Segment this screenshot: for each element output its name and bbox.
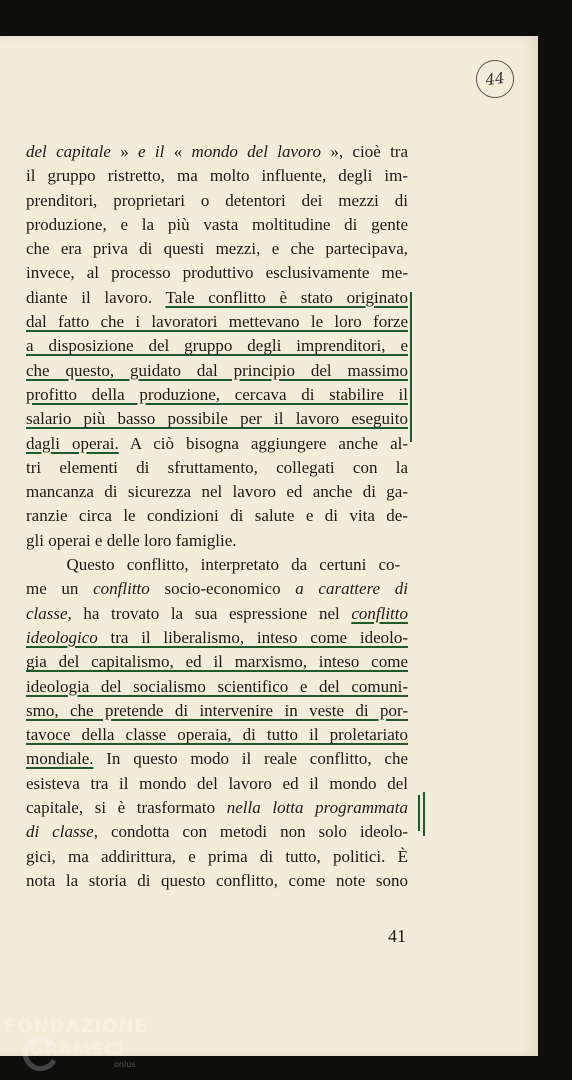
margin-bar-1 bbox=[410, 292, 412, 442]
text-segment: produzione, e la più vasta moltitudine di gente bbox=[26, 214, 408, 234]
text-segment: tri elementi di sfruttamento, collegati con la bbox=[26, 457, 408, 477]
text-segment: », cioè tra bbox=[321, 142, 409, 161]
text-line bbox=[26, 650, 408, 674]
text-segment: condotta con metodi non solo ideolo- bbox=[97, 822, 408, 842]
text-line bbox=[26, 310, 408, 334]
text-line bbox=[26, 237, 408, 261]
text-line bbox=[26, 261, 408, 285]
margin-bar-3 bbox=[423, 792, 425, 836]
text-line bbox=[26, 286, 408, 310]
text-segment: il gruppo ristretto, ma molto influente, degli im- bbox=[26, 166, 408, 186]
text-segment: smo, che pretende di intervenire in veste di por- bbox=[26, 700, 408, 720]
text-line bbox=[26, 334, 408, 358]
text-segment: mondo del lavoro bbox=[191, 142, 322, 161]
text-segment: capitale, si è trasformato bbox=[26, 798, 227, 818]
text-line bbox=[26, 723, 408, 747]
text-line bbox=[26, 164, 408, 188]
text-segment: diante il lavoro. bbox=[26, 287, 166, 307]
margin-bar-2 bbox=[418, 795, 420, 831]
text-segment: mondiale. bbox=[26, 749, 94, 769]
text-line bbox=[26, 480, 408, 504]
text-line bbox=[26, 553, 408, 577]
text-line bbox=[26, 747, 408, 771]
text-segment: me un bbox=[26, 579, 94, 599]
text-line bbox=[26, 140, 408, 164]
text-line bbox=[26, 796, 408, 820]
watermark-line2: GRAMSCI bbox=[30, 1040, 126, 1060]
text-segment: conflitto bbox=[351, 603, 408, 623]
text-segment: e il bbox=[138, 142, 165, 161]
text-line bbox=[26, 675, 408, 699]
text-segment: che era priva di questi mezzi, e che partecipava, bbox=[26, 239, 408, 259]
text-segment: prenditori, proprietari o detentori dei mezzi di bbox=[26, 190, 408, 210]
watermark-line3: onlus bbox=[114, 1060, 136, 1069]
text-line bbox=[26, 820, 408, 844]
text-line bbox=[26, 845, 408, 869]
text-line bbox=[26, 432, 408, 456]
text-line bbox=[26, 529, 408, 553]
text-segment: A ciò bisogna aggiungere anche al- bbox=[118, 433, 409, 453]
text-segment: a carattere di bbox=[295, 579, 408, 599]
text-segment: a disposizione del gruppo degli imprenditori, e bbox=[26, 336, 408, 356]
page-mark-text: 44 bbox=[484, 68, 506, 90]
text-line bbox=[26, 407, 408, 431]
text-line bbox=[26, 772, 408, 796]
text-segment: profitto della produzione, cercava di stabilire il bbox=[26, 384, 408, 404]
text-segment: tavoce della classe operaia, di tutto il proletariato bbox=[26, 725, 408, 745]
text-segment: gia del capitalismo, ed il marxismo, inteso come bbox=[26, 652, 408, 672]
text-segment: » bbox=[110, 142, 139, 161]
text-line bbox=[26, 213, 408, 237]
text-line bbox=[26, 626, 408, 650]
text-line bbox=[26, 456, 408, 480]
text-segment: In questo modo il reale conflitto, che bbox=[93, 749, 408, 769]
text-segment: dagli operai. bbox=[26, 433, 119, 453]
text-segment: « bbox=[164, 142, 192, 161]
text-segment: del capitale bbox=[26, 142, 111, 161]
text-line bbox=[26, 504, 408, 528]
text-segment: tra il liberalismo, inteso come ideolo- bbox=[97, 627, 408, 647]
text-line bbox=[26, 383, 408, 407]
text-segment: salario più basso possibile per il lavoro eseguito bbox=[26, 409, 408, 429]
text-segment: Tale conflitto è stato originato bbox=[165, 287, 408, 307]
text-segment: mancanza di sicurezza nel lavoro ed anche di ga- bbox=[26, 482, 408, 502]
text-line bbox=[26, 359, 408, 383]
text-segment: ranzie circa le condizioni di salute e di vita de- bbox=[26, 506, 408, 526]
text-segment: gici, ma addirittura, e prima di tutto, politici. È bbox=[26, 846, 408, 866]
text-segment: nella lotta programmata bbox=[226, 798, 408, 818]
text-segment: ha trovato la sua espressione nel bbox=[71, 603, 352, 623]
body-text bbox=[26, 140, 408, 893]
text-segment: conflitto bbox=[93, 579, 150, 599]
text-segment: ideologia del socialismo scientifico e del comuni- bbox=[26, 676, 408, 696]
text-segment: nota la storia di questo conflitto, come note sono bbox=[26, 870, 408, 890]
text-segment: di classe, bbox=[26, 822, 98, 842]
text-line bbox=[26, 189, 408, 213]
watermark-line1: FONDAZIONE bbox=[4, 1016, 148, 1037]
text-line bbox=[26, 699, 408, 723]
text-segment: gli operai e delle loro famiglie. bbox=[26, 530, 237, 550]
text-segment: ideologico bbox=[26, 627, 98, 647]
text-segment: che questo, guidato dal principio del massimo bbox=[26, 360, 408, 380]
text-segment: socio-economico bbox=[149, 579, 296, 599]
text-segment: Questo conflitto, interpretato da certuni co- bbox=[26, 555, 401, 575]
text-segment: esisteva tra il mondo del lavoro ed il mondo del bbox=[26, 773, 408, 793]
text-line bbox=[26, 577, 408, 601]
text-segment: dal fatto che i lavoratori mettevano le loro forze bbox=[26, 312, 408, 332]
text-segment: invece, al processo produttivo esclusivamente me- bbox=[26, 263, 408, 283]
text-line bbox=[26, 869, 408, 893]
text-line bbox=[26, 602, 408, 626]
text-segment: classe, bbox=[26, 603, 72, 623]
page-number: 41 bbox=[388, 926, 406, 946]
